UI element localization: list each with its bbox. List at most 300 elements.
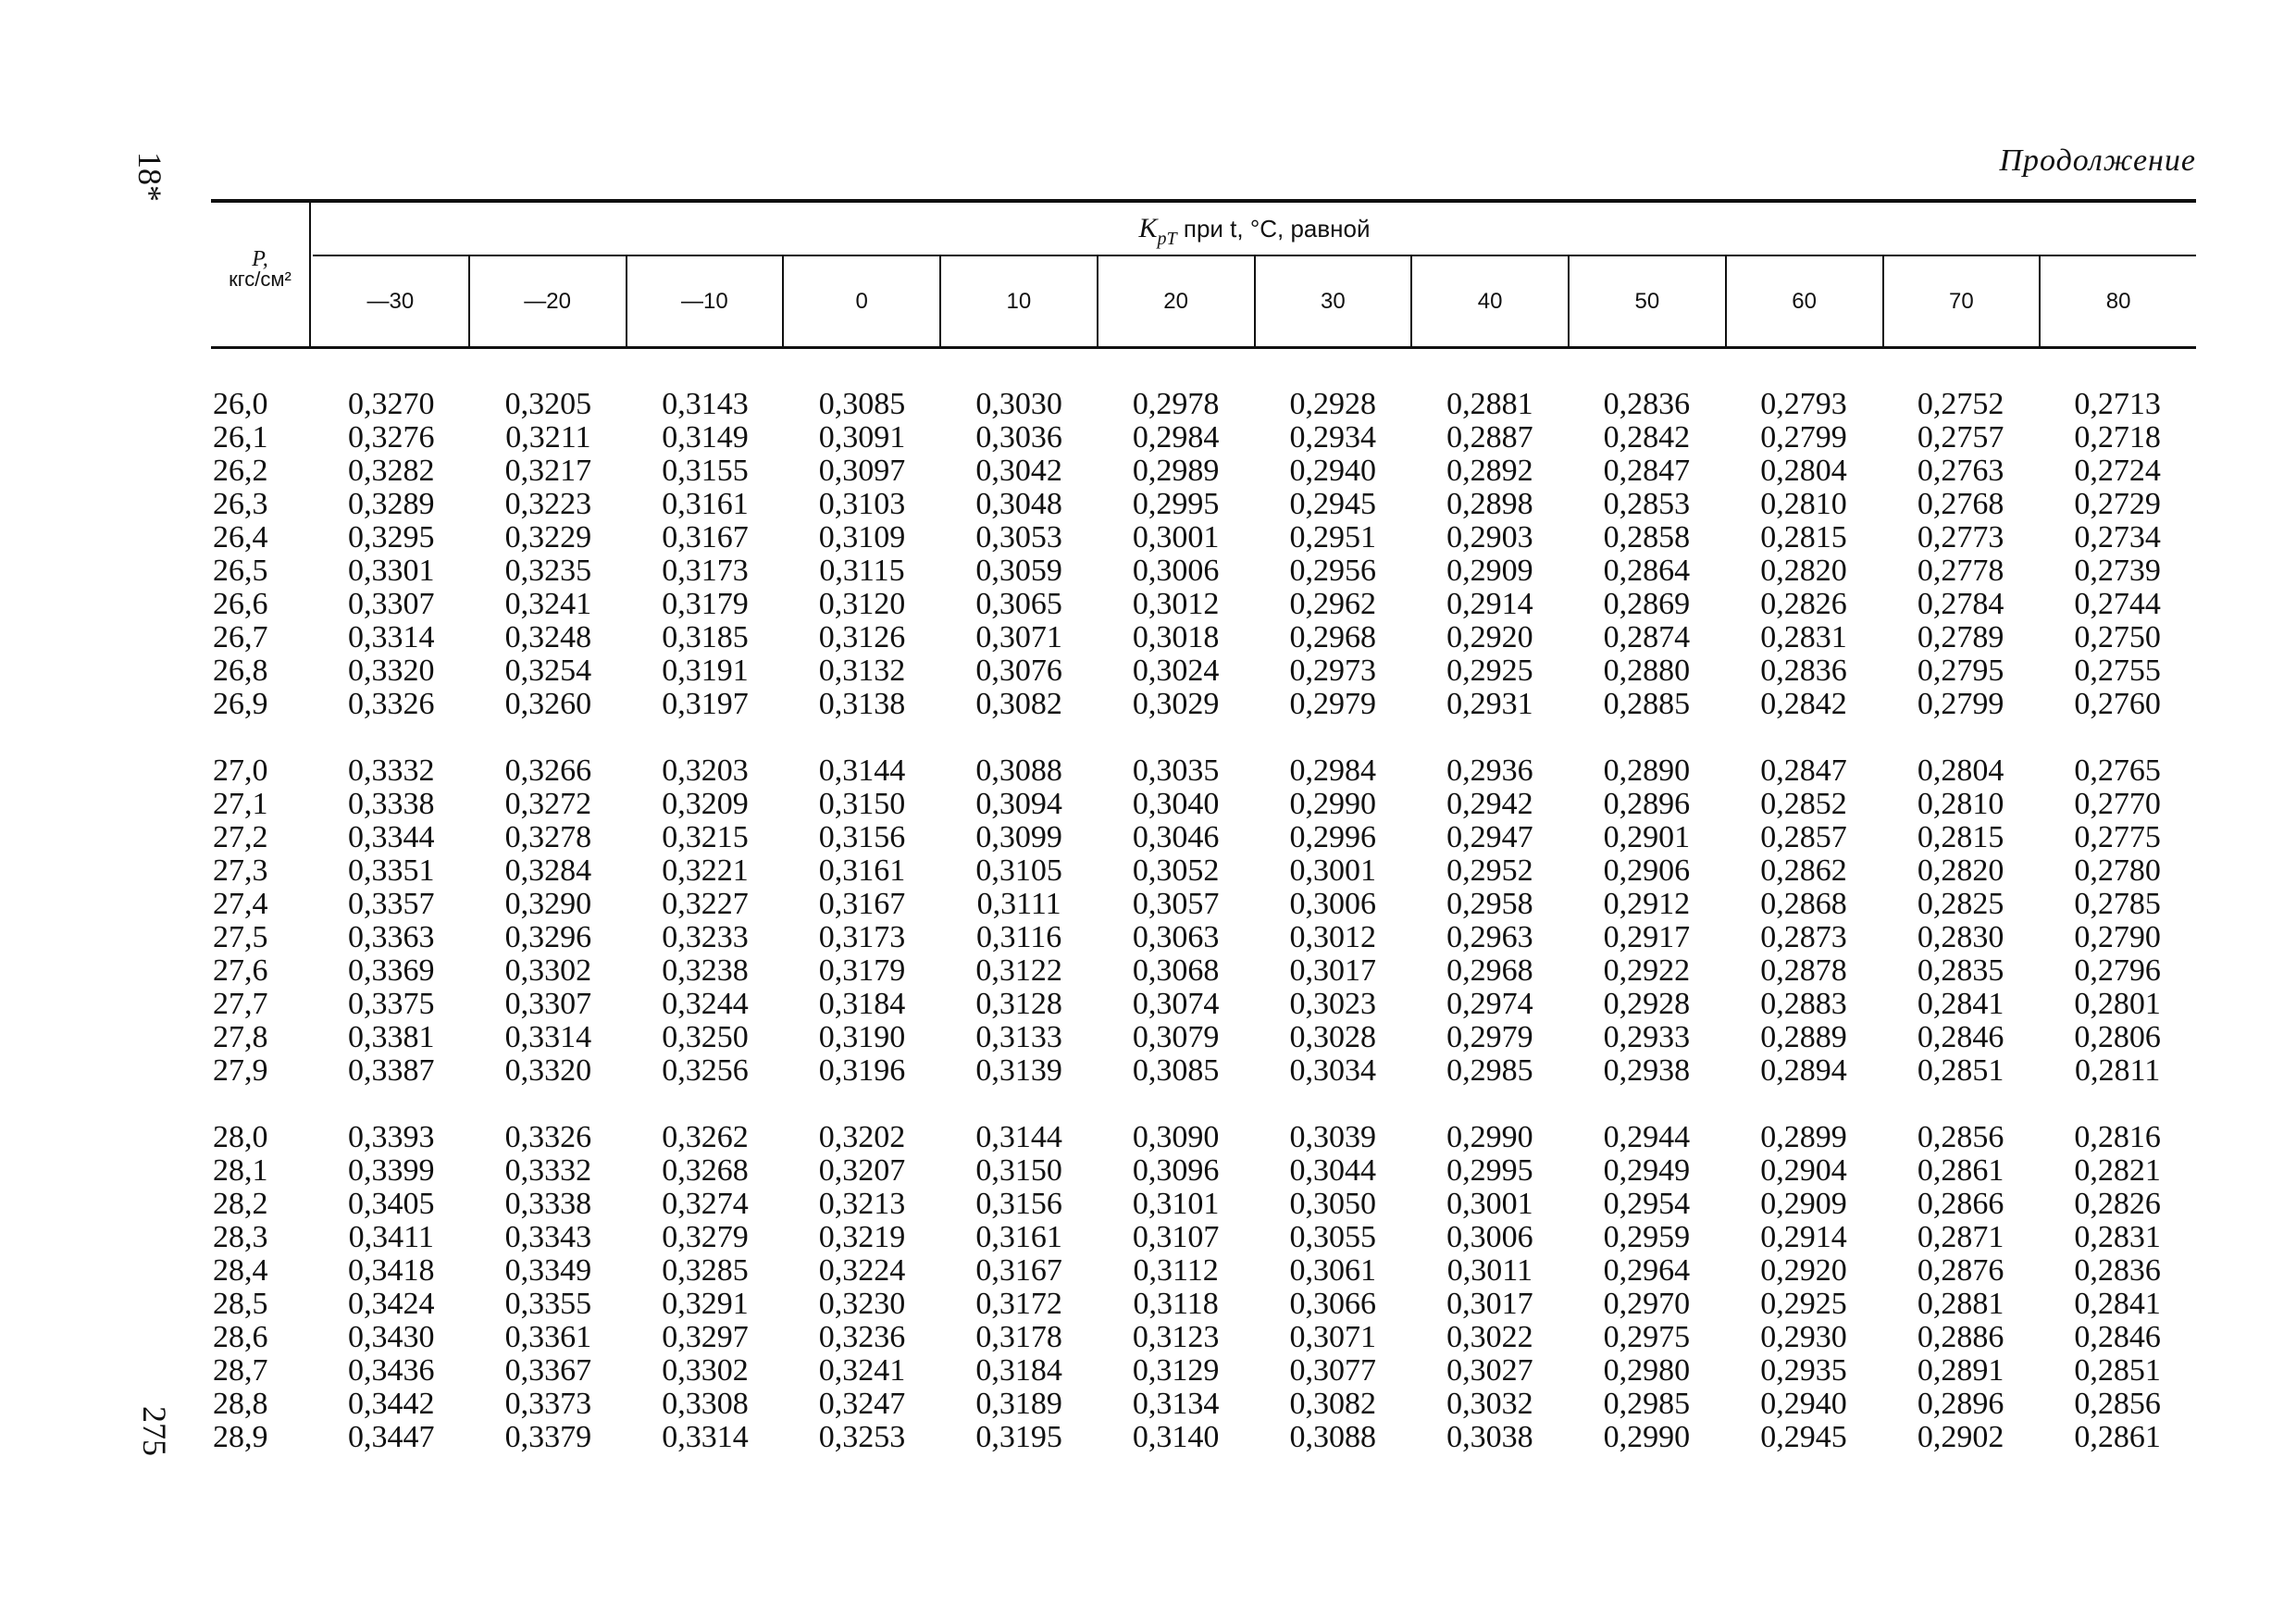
- coefficient-cell: 0,3085: [818, 387, 906, 421]
- coefficient-cell: 0,3262: [662, 1120, 749, 1154]
- coefficient-cell: 0,3046: [1132, 820, 1220, 854]
- coefficient-cell: 0,3302: [504, 953, 592, 988]
- coefficient-cell: 0,3235: [504, 554, 592, 588]
- coefficient-cell: 0,3274: [662, 1187, 749, 1221]
- coefficient-cell: 0,2799: [1760, 420, 1847, 455]
- coefficient-cell: 0,2713: [2074, 387, 2161, 421]
- coefficient-cell: 0,3071: [1289, 1320, 1376, 1354]
- coefficient-cell: 0,3012: [1289, 920, 1376, 954]
- coefficient-cell: 0,3338: [504, 1187, 592, 1221]
- coefficient-cell: 0,2890: [1603, 753, 1691, 788]
- coefficient-cell: 0,2880: [1603, 654, 1691, 688]
- coefficient-cell: 0,3290: [504, 887, 592, 921]
- coefficient-cell: 0,2898: [1446, 487, 1533, 521]
- temperature-header: —30: [366, 289, 415, 314]
- coefficient-cell: 0,3209: [662, 787, 749, 821]
- coefficient-cell: 0,2846: [1917, 1020, 2004, 1054]
- table-row: [211, 1321, 2196, 1354]
- coefficient-cell: 0,3105: [975, 853, 1062, 888]
- coefficient-cell: 0,3039: [1289, 1120, 1376, 1154]
- coefficient-cell: 0,3381: [348, 1020, 435, 1054]
- coefficient-cell: 0,3314: [504, 1020, 592, 1054]
- coefficient-cell: 0,3156: [975, 1187, 1062, 1221]
- coefficient-cell: 0,2917: [1603, 920, 1691, 954]
- coefficient-cell: 0,3132: [818, 654, 906, 688]
- coefficient-cell: 0,2904: [1760, 1153, 1847, 1188]
- coefficient-cell: 0,3094: [975, 787, 1062, 821]
- table-row: [211, 854, 2196, 888]
- coefficient-cell: 0,3122: [975, 953, 1062, 988]
- pressure-cell: 26,3: [213, 487, 268, 521]
- coefficient-cell: 0,2896: [1917, 1387, 2004, 1421]
- coefficient-cell: 0,2795: [1917, 654, 2004, 688]
- coefficient-cell: 0,3140: [1132, 1420, 1220, 1454]
- coefficient-cell: 0,2842: [1760, 687, 1847, 721]
- coefficient-cell: 0,3129: [1132, 1353, 1220, 1388]
- coefficient-cell: 0,3295: [348, 520, 435, 554]
- coefficient-cell: 0,3230: [818, 1287, 906, 1321]
- coefficient-cell: 0,3215: [662, 820, 749, 854]
- coefficient-cell: 0,3006: [1289, 887, 1376, 921]
- coefficient-cell: 0,3101: [1132, 1187, 1220, 1221]
- temperature-headers: [313, 256, 2196, 346]
- coefficient-cell: 0,3387: [348, 1053, 435, 1088]
- coefficient-cell: 0,2912: [1603, 887, 1691, 921]
- coefficient-cell: 0,2964: [1603, 1253, 1691, 1288]
- coefficient-cell: 0,2928: [1603, 987, 1691, 1021]
- coefficient-cell: 0,3001: [1132, 520, 1220, 554]
- coefficient-caption: при t, °C, равной: [1183, 215, 1371, 243]
- coefficient-cell: 0,2793: [1760, 387, 1847, 421]
- pressure-cell: 27,5: [213, 920, 268, 954]
- coefficient-cell: 0,3077: [1289, 1353, 1376, 1388]
- coefficient-cell: 0,2852: [1760, 787, 1847, 821]
- coefficient-cell: 0,3074: [1132, 987, 1220, 1021]
- coefficient-cell: 0,3017: [1446, 1287, 1533, 1321]
- coefficient-cell: 0,3343: [504, 1220, 592, 1254]
- temperature-header: 10: [939, 256, 1097, 346]
- coefficient-cell: 0,3038: [1446, 1420, 1533, 1454]
- coefficient-cell: 0,3418: [348, 1253, 435, 1288]
- coefficient-cell: 0,3405: [348, 1187, 435, 1221]
- table-row: [211, 521, 2196, 554]
- table-row: [211, 421, 2196, 455]
- pressure-cell: 27,3: [213, 853, 268, 888]
- pressure-cell: 27,0: [213, 753, 268, 788]
- coefficient-cell: 0,3256: [662, 1053, 749, 1088]
- coefficient-table: [211, 199, 2196, 1488]
- temperature-header: —20: [468, 256, 626, 346]
- coefficient-cell: 0,2952: [1446, 853, 1533, 888]
- coefficient-cell: 0,2944: [1603, 1120, 1691, 1154]
- coefficient-cell: 0,2826: [1760, 587, 1847, 621]
- table-row: [211, 1421, 2196, 1454]
- temperature-header: 50: [1568, 256, 1725, 346]
- table-row: [211, 588, 2196, 621]
- coefficient-cell: 0,2995: [1446, 1153, 1533, 1188]
- coefficient-cell: 0,3097: [818, 454, 906, 488]
- pressure-symbol: P,: [252, 247, 268, 271]
- coefficient-cell: 0,2826: [2074, 1187, 2161, 1221]
- coefficient-cell: 0,2846: [2074, 1320, 2161, 1354]
- coefficient-cell: 0,3185: [662, 620, 749, 654]
- coefficient-cell: 0,2821: [2074, 1153, 2161, 1188]
- pressure-cell: 28,4: [213, 1253, 268, 1288]
- coefficient-cell: 0,2995: [1132, 487, 1220, 521]
- coefficient-cell: 0,2909: [1760, 1187, 1847, 1221]
- coefficient-cell: 0,3128: [975, 987, 1062, 1021]
- coefficient-cell: 0,3065: [975, 587, 1062, 621]
- coefficient-cell: 0,3161: [662, 487, 749, 521]
- coefficient-cell: 0,3088: [975, 753, 1062, 788]
- pressure-cell: 28,2: [213, 1187, 268, 1221]
- coefficient-cell: 0,3030: [975, 387, 1062, 421]
- coefficient-cell: 0,2906: [1603, 853, 1691, 888]
- table-body: [211, 349, 2196, 1454]
- coefficient-cell: 0,3211: [505, 420, 591, 455]
- coefficient-cell: 0,3040: [1132, 787, 1220, 821]
- coefficient-cell: 0,2984: [1289, 753, 1376, 788]
- coefficient-cell: 0,2878: [1760, 953, 1847, 988]
- table-row: [211, 1188, 2196, 1221]
- coefficient-cell: 0,2841: [2074, 1287, 2161, 1321]
- coefficient-cell: 0,2866: [1917, 1187, 2004, 1221]
- coefficient-cell: 0,2990: [1289, 787, 1376, 821]
- coefficient-cell: 0,3302: [662, 1353, 749, 1388]
- coefficient-cell: 0,2739: [2074, 554, 2161, 588]
- pressure-cell: 28,6: [213, 1320, 268, 1354]
- coefficient-cell: 0,3326: [504, 1120, 592, 1154]
- table-row: [211, 1121, 2196, 1154]
- coefficient-cell: 0,2936: [1446, 753, 1533, 788]
- coefficient-cell: 0,3289: [348, 487, 435, 521]
- coefficient-cell: 0,2990: [1446, 1120, 1533, 1154]
- pressure-cell: 27,2: [213, 820, 268, 854]
- coefficient-cell: 0,2909: [1446, 554, 1533, 588]
- coefficient-cell: 0,2831: [2074, 1220, 2161, 1254]
- coefficient-cell: 0,2775: [2074, 820, 2161, 854]
- table-row: [211, 388, 2196, 421]
- coefficient-cell: 0,2962: [1289, 587, 1376, 621]
- coefficient-cell: 0,3139: [975, 1053, 1062, 1088]
- table-row: [211, 1221, 2196, 1254]
- coefficient-cell: 0,2903: [1446, 520, 1533, 554]
- coefficient-cell: 0,2861: [2074, 1420, 2161, 1454]
- coefficient-cell: 0,2945: [1289, 487, 1376, 521]
- coefficient-cell: 0,3118: [1133, 1287, 1219, 1321]
- coefficient-cell: 0,2985: [1603, 1387, 1691, 1421]
- coefficient-cell: 0,2847: [1603, 454, 1691, 488]
- coefficient-cell: 0,3111: [976, 887, 1061, 921]
- coefficient-cell: 0,2750: [2074, 620, 2161, 654]
- coefficient-cell: 0,3355: [504, 1287, 592, 1321]
- coefficient-cell: 0,3207: [818, 1153, 906, 1188]
- table-row: [211, 1254, 2196, 1288]
- coefficient-cell: 0,2989: [1132, 454, 1220, 488]
- pressure-cell: 28,7: [213, 1353, 268, 1388]
- coefficient-cell: 0,3184: [818, 987, 906, 1021]
- coefficient-cell: 0,3307: [504, 987, 592, 1021]
- coefficient-cell: 0,3029: [1132, 687, 1220, 721]
- coefficient-cell: 0,3138: [818, 687, 906, 721]
- coefficient-cell: 0,3167: [818, 887, 906, 921]
- coefficient-cell: 0,3143: [662, 387, 749, 421]
- coefficient-cell: 0,2869: [1603, 587, 1691, 621]
- coefficient-cell: 0,3090: [1132, 1120, 1220, 1154]
- coefficient-cell: 0,3308: [662, 1387, 749, 1421]
- pressure-cell: 26,5: [213, 554, 268, 588]
- coefficient-cell: 0,3184: [975, 1353, 1062, 1388]
- coefficient-cell: 0,2789: [1917, 620, 2004, 654]
- coefficient-cell: 0,2825: [1917, 887, 2004, 921]
- coefficient-cell: 0,2773: [1917, 520, 2004, 554]
- coefficient-cell: 0,2784: [1917, 587, 2004, 621]
- coefficient-cell: 0,3024: [1132, 654, 1220, 688]
- coefficient-cell: 0,2801: [2074, 987, 2161, 1021]
- table-row: [211, 1288, 2196, 1321]
- pressure-cell: 27,4: [213, 887, 268, 921]
- coefficient-cell: 0,3149: [662, 420, 749, 455]
- coefficient-cell: 0,3285: [662, 1253, 749, 1288]
- coefficient-cell: 0,3027: [1446, 1353, 1533, 1388]
- coefficient-cell: 0,3247: [818, 1387, 906, 1421]
- coefficient-cell: 0,3349: [504, 1253, 592, 1288]
- coefficient-cell: 0,3120: [818, 587, 906, 621]
- coefficient-cell: 0,2804: [1917, 753, 2004, 788]
- temperature-header: 20: [1097, 256, 1254, 346]
- coefficient-cell: 0,3144: [818, 753, 906, 788]
- coefficient-cell: 0,2956: [1289, 554, 1376, 588]
- coefficient-cell: 0,2883: [1760, 987, 1847, 1021]
- coefficient-cell: 0,3279: [662, 1220, 749, 1254]
- coefficient-cell: 0,3103: [818, 487, 906, 521]
- coefficient-cell: 0,3447: [348, 1420, 435, 1454]
- coefficient-cell: 0,3196: [818, 1053, 906, 1088]
- coefficient-cell: 0,3223: [504, 487, 592, 521]
- coefficient-cell: 0,3057: [1132, 887, 1220, 921]
- coefficient-cell: 0,2836: [1760, 654, 1847, 688]
- pressure-cell: 27,9: [213, 1053, 268, 1088]
- coefficient-cell: 0,2820: [1760, 554, 1847, 588]
- coefficient-cell: 0,2885: [1603, 687, 1691, 721]
- coefficient-cell: 0,3079: [1132, 1020, 1220, 1054]
- coefficient-cell: 0,3133: [975, 1020, 1062, 1054]
- coefficient-cell: 0,2778: [1917, 554, 2004, 588]
- coefficient-cell: 0,2780: [2074, 853, 2161, 888]
- coefficient-cell: 0,2757: [1917, 420, 2004, 455]
- coefficient-cell: 0,2978: [1132, 387, 1220, 421]
- table-row: [211, 1054, 2196, 1088]
- coefficient-cell: 0,3173: [662, 554, 749, 588]
- coefficient-cell: 0,3150: [975, 1153, 1062, 1188]
- coefficient-cell: 0,2816: [2074, 1120, 2161, 1154]
- pressure-cell: 27,8: [213, 1020, 268, 1054]
- coefficient-cell: 0,3332: [504, 1153, 592, 1188]
- pressure-cell: 26,8: [213, 654, 268, 688]
- coefficient-cell: 0,2856: [1917, 1120, 2004, 1154]
- coefficient-cell: 0,3052: [1132, 853, 1220, 888]
- table-row: [211, 1154, 2196, 1188]
- table-row: [211, 821, 2196, 854]
- coefficient-cell: 0,3270: [348, 387, 435, 421]
- pressure-cell: 27,7: [213, 987, 268, 1021]
- pressure-cell: 26,4: [213, 520, 268, 554]
- coefficient-cell: 0,3202: [818, 1120, 906, 1154]
- coefficient-cell: 0,2934: [1289, 420, 1376, 455]
- coefficient-cell: 0,2947: [1446, 820, 1533, 854]
- coefficient-cell: 0,3238: [662, 953, 749, 988]
- coefficient-cell: 0,2755: [2074, 654, 2161, 688]
- coefficient-cell: 0,3161: [975, 1220, 1062, 1254]
- coefficient-cell: 0,3167: [975, 1253, 1062, 1288]
- coefficient-cell: 0,2896: [1603, 787, 1691, 821]
- page-number-bottom: 275: [136, 1406, 173, 1456]
- table-row: [211, 1388, 2196, 1421]
- coefficient-cell: 0,3268: [662, 1153, 749, 1188]
- coefficient-cell: 0,2949: [1603, 1153, 1691, 1188]
- pressure-cell: 28,8: [213, 1387, 268, 1421]
- table-row: [211, 1021, 2196, 1054]
- coefficient-cell: 0,2968: [1446, 953, 1533, 988]
- coefficient-cell: 0,2873: [1760, 920, 1847, 954]
- coefficient-cell: 0,3036: [975, 420, 1062, 455]
- coefficient-cell: 0,2874: [1603, 620, 1691, 654]
- coefficient-cell: 0,3399: [348, 1153, 435, 1188]
- coefficient-cell: 0,2951: [1289, 520, 1376, 554]
- coefficient-header: [313, 203, 2196, 256]
- coefficient-cell: 0,3213: [818, 1187, 906, 1221]
- temperature-header: 40: [1410, 256, 1568, 346]
- coefficient-cell: 0,3357: [348, 887, 435, 921]
- coefficient-cell: 0,3229: [504, 520, 592, 554]
- coefficient-cell: 0,3112: [1133, 1253, 1219, 1288]
- coefficient-cell: 0,2768: [1917, 487, 2004, 521]
- coefficient-cell: 0,3018: [1132, 620, 1220, 654]
- table-row: [211, 954, 2196, 988]
- table-row: [211, 688, 2196, 721]
- coefficient-cell: 0,3219: [818, 1220, 906, 1254]
- coefficient-cell: 0,3205: [504, 387, 592, 421]
- coefficient-cell: 0,3361: [504, 1320, 592, 1354]
- coefficient-cell: 0,3332: [348, 753, 435, 788]
- coefficient-cell: 0,2973: [1289, 654, 1376, 688]
- coefficient-cell: 0,2868: [1760, 887, 1847, 921]
- coefficient-cell: 0,2945: [1760, 1420, 1847, 1454]
- pressure-cell: 28,9: [213, 1420, 268, 1454]
- coefficient-cell: 0,2729: [2074, 487, 2161, 521]
- coefficient-cell: 0,2842: [1603, 420, 1691, 455]
- coefficient-cell: 0,3061: [1289, 1253, 1376, 1288]
- coefficient-cell: 0,2886: [1917, 1320, 2004, 1354]
- coefficient-cell: 0,2796: [2074, 953, 2161, 988]
- coefficient-cell: 0,2914: [1760, 1220, 1847, 1254]
- coefficient-cell: 0,2940: [1760, 1387, 1847, 1421]
- coefficient-cell: 0,2899: [1760, 1120, 1847, 1154]
- coefficient-cell: 0,2990: [1603, 1420, 1691, 1454]
- coefficient-cell: 0,3314: [348, 620, 435, 654]
- coefficient-cell: 0,2920: [1760, 1253, 1847, 1288]
- table-row: [211, 754, 2196, 788]
- coefficient-cell: 0,2820: [1917, 853, 2004, 888]
- coefficient-cell: 0,3179: [662, 587, 749, 621]
- row-group: [211, 1121, 2196, 1454]
- coefficient-cell: 0,3059: [975, 554, 1062, 588]
- coefficient-cell: 0,2871: [1917, 1220, 2004, 1254]
- table-row: [211, 554, 2196, 588]
- coefficient-cell: 0,3032: [1446, 1387, 1533, 1421]
- table-row: [211, 488, 2196, 521]
- coefficient-cell: 0,2858: [1603, 520, 1691, 554]
- coefficient-cell: 0,3155: [662, 454, 749, 488]
- coefficient-cell: 0,2963: [1446, 920, 1533, 954]
- coefficient-cell: 0,2902: [1917, 1420, 2004, 1454]
- coefficient-cell: 0,3189: [975, 1387, 1062, 1421]
- coefficient-cell: 0,3260: [504, 687, 592, 721]
- table-row: [211, 654, 2196, 688]
- coefficient-cell: 0,2815: [1760, 520, 1847, 554]
- pressure-cell: 27,6: [213, 953, 268, 988]
- coefficient-cell: 0,2770: [2074, 787, 2161, 821]
- coefficient-cell: 0,2734: [2074, 520, 2161, 554]
- coefficient-cell: 0,3320: [504, 1053, 592, 1088]
- pressure-cell: 26,6: [213, 587, 268, 621]
- table-row: [211, 455, 2196, 488]
- coefficient-cell: 0,3178: [975, 1320, 1062, 1354]
- coefficient-cell: 0,2785: [2074, 887, 2161, 921]
- coefficient-cell: 0,3241: [818, 1353, 906, 1388]
- coefficient-cell: 0,2804: [1760, 454, 1847, 488]
- coefficient-cell: 0,2984: [1132, 420, 1220, 455]
- continuation-label: Продолжение: [1999, 143, 2196, 178]
- coefficient-cell: 0,3224: [818, 1253, 906, 1288]
- table-row: [211, 988, 2196, 1021]
- coefficient-cell: 0,3167: [662, 520, 749, 554]
- pressure-cell: 28,5: [213, 1287, 268, 1321]
- coefficient-cell: 0,3012: [1132, 587, 1220, 621]
- coefficient-cell: 0,2881: [1917, 1287, 2004, 1321]
- coefficient-cell: 0,2876: [1917, 1253, 2004, 1288]
- coefficient-cell: 0,3190: [818, 1020, 906, 1054]
- coefficient-cell: 0,2835: [1917, 953, 2004, 988]
- coefficient-cell: 0,3320: [348, 654, 435, 688]
- coefficient-cell: 0,2810: [1760, 487, 1847, 521]
- coefficient-cell: 0,2979: [1289, 687, 1376, 721]
- coefficient-cell: 0,3172: [975, 1287, 1062, 1321]
- coefficient-cell: 0,3363: [348, 920, 435, 954]
- coefficient-cell: 0,3379: [504, 1420, 592, 1454]
- coefficient-cell: 0,2760: [2074, 687, 2161, 721]
- coefficient-cell: 0,2806: [2074, 1020, 2161, 1054]
- coefficient-cell: 0,3301: [348, 554, 435, 588]
- coefficient-cell: 0,2922: [1603, 953, 1691, 988]
- coefficient-cell: 0,2891: [1917, 1353, 2004, 1388]
- coefficient-cell: 0,2836: [1603, 387, 1691, 421]
- coefficient-cell: 0,3217: [504, 454, 592, 488]
- pressure-cell: 26,7: [213, 620, 268, 654]
- coefficient-cell: 0,2881: [1446, 387, 1533, 421]
- coefficient-cell: 0,2810: [1917, 787, 2004, 821]
- pressure-cell: 28,0: [213, 1120, 268, 1154]
- table-row: [211, 788, 2196, 821]
- coefficient-cell: 0,2940: [1289, 454, 1376, 488]
- coefficient-cell: 0,2718: [2074, 420, 2161, 455]
- coefficient-cell: 0,2836: [2074, 1253, 2161, 1288]
- coefficient-cell: 0,3085: [1132, 1053, 1220, 1088]
- coefficient-cell: 0,2925: [1446, 654, 1533, 688]
- coefficient-cell: 0,3314: [662, 1420, 749, 1454]
- pressure-cell: 26,0: [213, 387, 268, 421]
- coefficient-cell: 0,3001: [1446, 1187, 1533, 1221]
